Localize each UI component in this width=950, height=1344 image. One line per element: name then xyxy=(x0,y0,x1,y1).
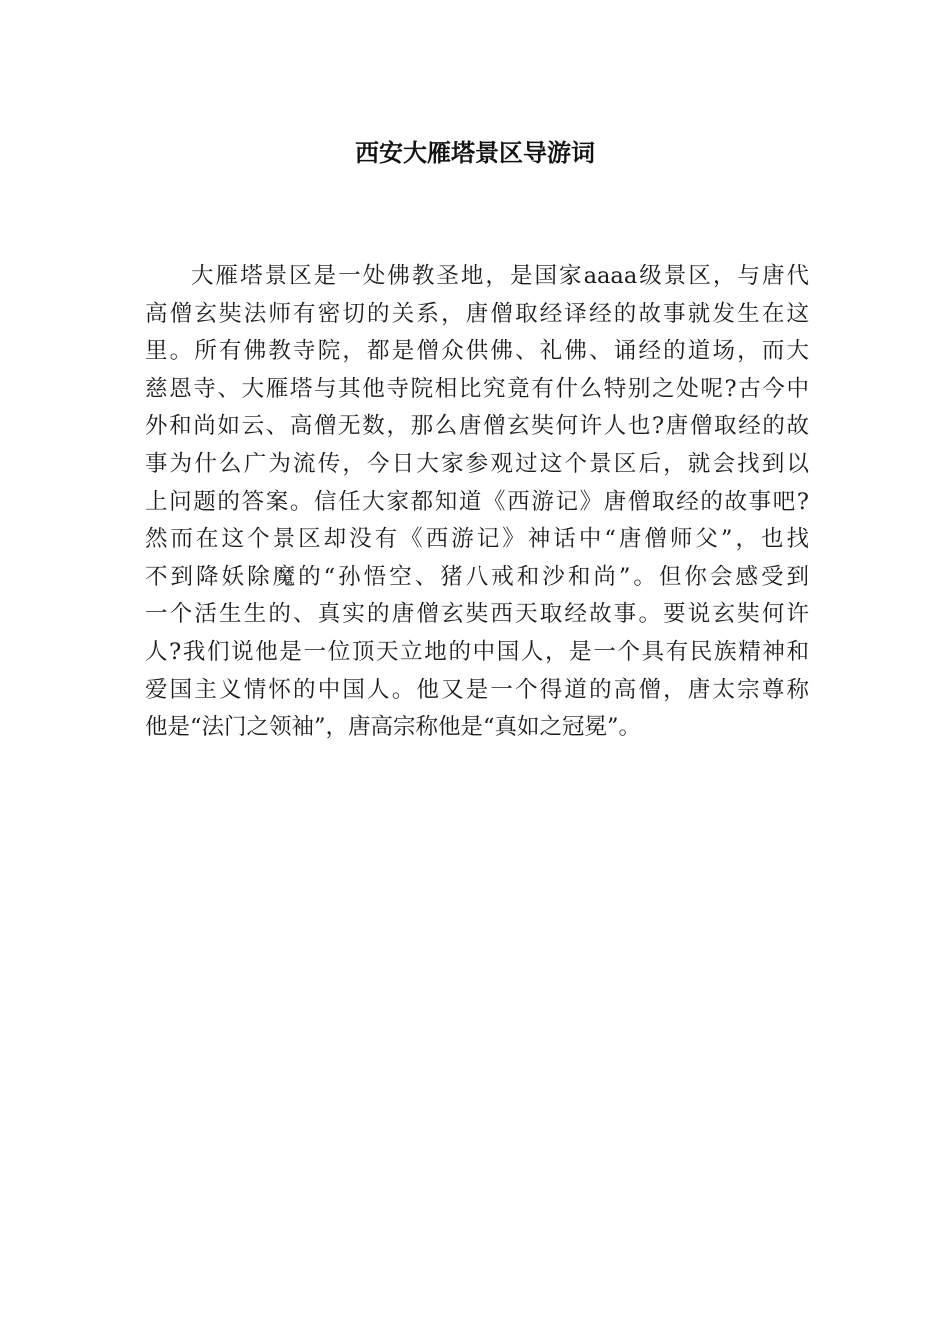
paragraph-line: 人?我们说他是一位顶天立地的中国人，是一个具有民族精神和 xyxy=(145,638,809,665)
paragraph-line: 不到降妖除魔的“孙悟空、猪八戒和沙和尚”。但你会感受到 xyxy=(145,563,809,590)
paragraph-line: 里。所有佛教寺院，都是僧众供佛、礼佛、诵经的道场，而大 xyxy=(145,338,809,365)
document-title: 西安大雁塔景区导游词 xyxy=(355,138,595,167)
paragraph-line: 上问题的答案。信任大家都知道《西游记》唐僧取经的故事吧? xyxy=(145,488,809,515)
paragraph-line: 爱国主义情怀的中国人。他又是一个得道的高僧，唐太宗尊称 xyxy=(145,676,809,703)
body-paragraph xyxy=(145,258,809,747)
paragraph-line: 他是“法门之领袖”，唐高宗称他是“真如之冠冕”。 xyxy=(145,714,642,741)
paragraph-line: 一个活生生的、真实的唐僧玄奘西天取经故事。要说玄奘何许 xyxy=(145,601,809,628)
paragraph-line: 外和尚如云、高僧无数，那么唐僧玄奘何许人也?唐僧取经的故 xyxy=(145,413,809,440)
paragraph-line: 然而在这个景区却没有《西游记》神话中“唐僧师父”，也找 xyxy=(145,526,809,553)
paragraph-line: 大雁塔景区是一处佛教圣地，是国家aaaa级景区，与唐代 xyxy=(191,263,809,289)
paragraph-line: 慈恩寺、大雁塔与其他寺院相比究竟有什么特别之处呢?古今中 xyxy=(145,375,809,402)
paragraph-line: 事为什么广为流传，今日大家参观过这个景区后，就会找到以 xyxy=(145,450,809,477)
paragraph-line: 高僧玄奘法师有密切的关系，唐僧取经译经的故事就发生在这 xyxy=(145,300,809,327)
